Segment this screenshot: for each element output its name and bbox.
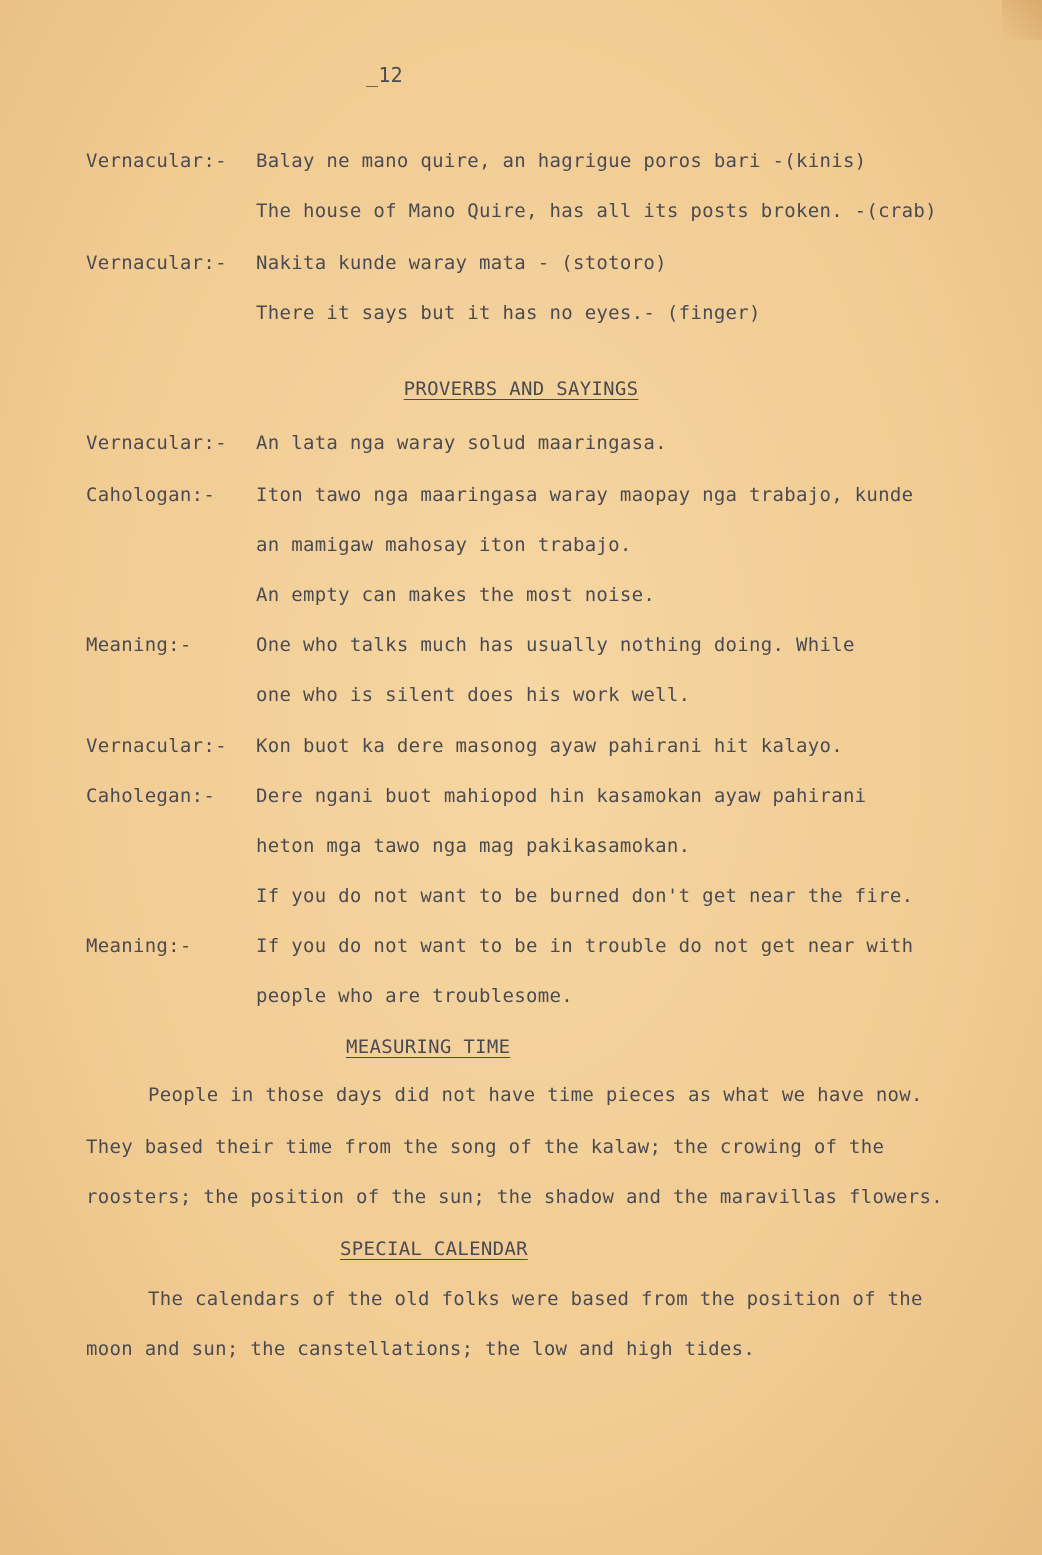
riddle-1-vernacular: Balay ne mano quire, an hagrigue poros bari -(kinis) — [256, 150, 867, 172]
proverb-1-vernacular-text: An lata nga waray solud maaringasa. — [256, 432, 667, 454]
proverb-2-meaning-line2: people who are troublesome. — [256, 985, 573, 1007]
riddle-1-label: Vernacular:- — [86, 150, 227, 172]
measuring-time-line2: They based their time from the song of the kalaw; the crowing of the — [86, 1136, 885, 1158]
proverb-1-meaning-line2: one who is silent does his work well. — [256, 684, 691, 706]
measuring-time-line3: roosters; the position of the sun; the shadow and the maravillas flowers. — [86, 1186, 943, 1208]
proverb-2-cahologan-line2: heton mga tawo nga mag pakikasamokan. — [256, 835, 691, 857]
proverb-1-vernacular-label: Vernacular:- — [86, 432, 227, 454]
proverb-1-cahologan-line2: an mamigaw mahosay iton trabajo. — [256, 534, 632, 556]
special-calendar-line1: The calendars of the old folks were based from the position of the — [148, 1288, 923, 1310]
proverb-2-translation: If you do not want to be burned don't get near the fire. — [256, 885, 914, 907]
proverb-2-cahologan-label: Caholegan:- — [86, 785, 216, 807]
proverb-2-vernacular-label: Vernacular:- — [86, 735, 227, 757]
proverb-1-meaning-label: Meaning:- — [86, 634, 192, 656]
proverb-1-meaning-line1: One who talks much has usually nothing doing. While — [256, 634, 855, 656]
riddle-2-translation: There it says but it has no eyes.- (finger) — [256, 302, 761, 324]
page-corner-shadow — [1002, 0, 1042, 40]
section-title-measuring-time: MEASURING TIME — [346, 1036, 511, 1058]
proverb-1-cahologan-line1: Iton tawo nga maaringasa waray maopay nga trabajo, kunde — [256, 484, 914, 506]
riddle-2-label: Vernacular:- — [86, 252, 227, 274]
measuring-time-line1: People in those days did not have time pieces as what we have now. — [148, 1084, 923, 1106]
section-title-special-calendar: SPECIAL CALENDAR — [340, 1238, 528, 1260]
proverb-2-meaning-label: Meaning:- — [86, 935, 192, 957]
section-title-proverbs: PROVERBS AND SAYINGS — [403, 378, 639, 400]
riddle-2-vernacular: Nakita kunde waray mata - (stotoro) — [256, 252, 667, 274]
special-calendar-line2: moon and sun; the canstellations; the low and high tides. — [86, 1338, 756, 1360]
proverb-2-meaning-line1: If you do not want to be in trouble do not get near with — [256, 935, 914, 957]
proverb-1-cahologan-label: Cahologan:- — [86, 484, 216, 506]
proverb-2-cahologan-line1: Dere ngani buot mahiopod hin kasamokan ayaw pahirani — [256, 785, 867, 807]
proverb-1-translation: An empty can makes the most noise. — [256, 584, 656, 606]
riddle-1-translation: The house of Mano Quire, has all its posts broken. -(crab) — [256, 200, 937, 222]
page-number: _12 — [366, 63, 404, 87]
proverb-2-vernacular-text: Kon buot ka dere masonog ayaw pahirani hit kalayo. — [256, 735, 843, 757]
